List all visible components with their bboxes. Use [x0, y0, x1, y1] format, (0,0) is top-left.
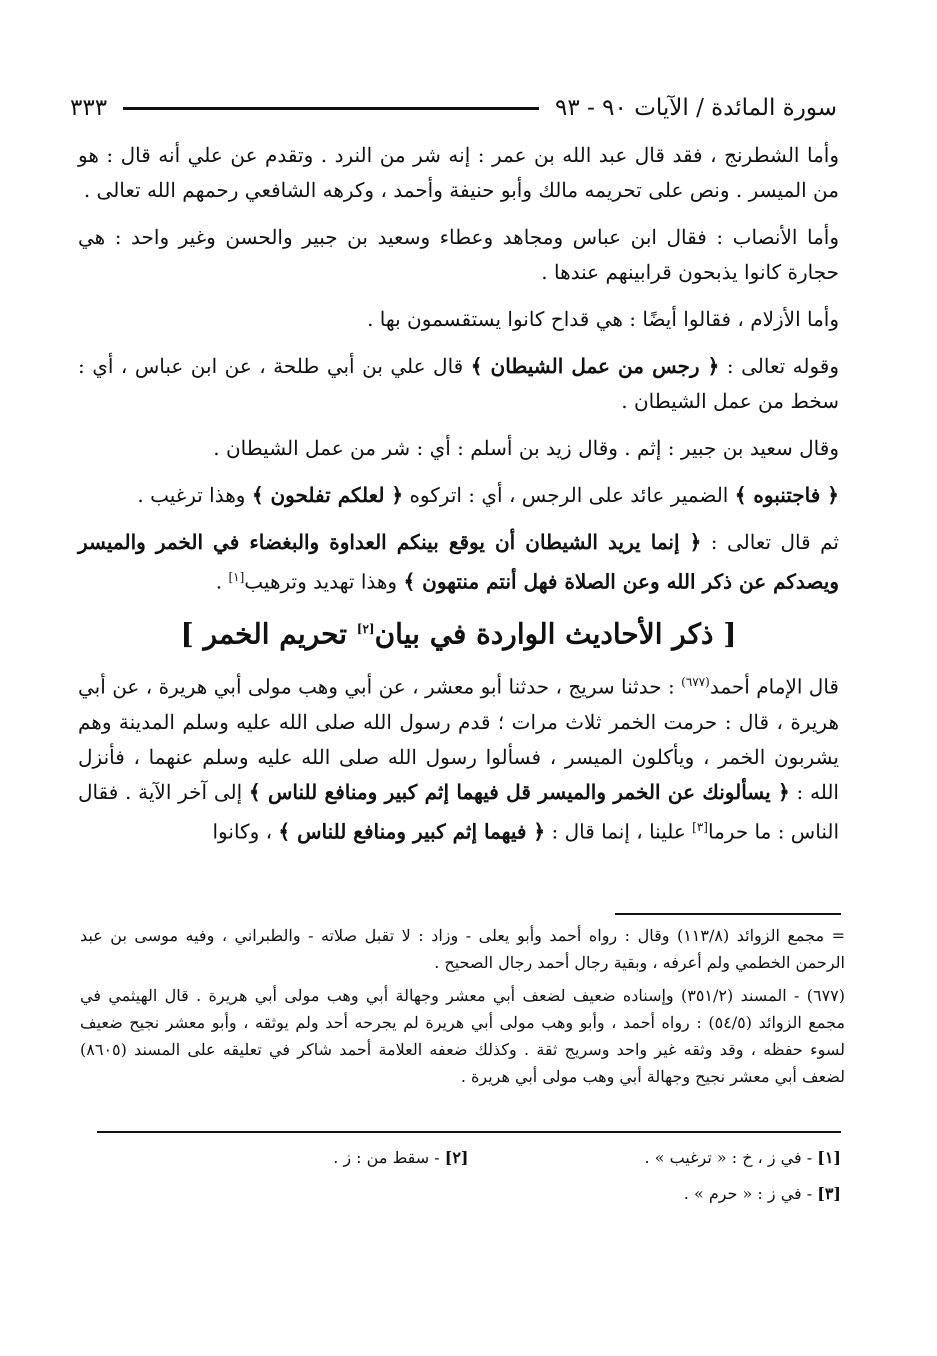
note-text: - في ز : « حرم » . — [683, 1184, 818, 1203]
text: ثم قال تعالى : — [701, 530, 839, 554]
paragraph-rijs — [78, 349, 839, 419]
footnote-divider — [615, 913, 841, 915]
editorial-row — [96, 1140, 841, 1176]
editorial-row — [96, 1176, 841, 1212]
text: الضمير عائد على الرجس ، أي : اتركوه — [403, 483, 735, 507]
paragraph-innama — [78, 525, 839, 600]
heading-text: تحريم الخمر ] — [180, 616, 357, 650]
paragraph-chess: وأما الشطرنج ، فقد قال عبد الله بن عمر : إنه شر من النرد . وتقدم عن علي أنه قال : هو من الميسر . ونص على تحريمه مالك وأبو حنيفة وأحمد ، وكرهه الشافعي رحمهم الله تعالى . — [78, 143, 839, 202]
editorial-note-1 — [469, 1140, 842, 1176]
text: وقوله تعالى : — [719, 354, 840, 378]
page-number: ٣٣٣ — [70, 95, 108, 121]
editorial-ref-3: [٣] — [692, 819, 708, 834]
editorial-ref-2: [٢] — [356, 621, 375, 636]
quran-quote: ﴿ يسألونك عن الخمر والميسر قل فيهما إثم كبير ومنافع للناس ﴾ — [248, 779, 790, 804]
section-heading — [78, 612, 839, 651]
header-rule — [123, 107, 539, 110]
main-text — [78, 138, 839, 861]
text: علينا ، إنما قال : — [545, 819, 693, 844]
text: ، وكانوا — [212, 819, 279, 844]
note-mark: [١] — [817, 1148, 841, 1167]
editorial-ref-1: [١] — [228, 570, 245, 584]
running-header — [70, 88, 837, 128]
footnote-ref-677: (٦٧٧) — [681, 674, 710, 689]
editorial-note-3 — [469, 1176, 842, 1212]
quran-quote: ﴿ رجس من عمل الشيطان ﴾ — [470, 354, 720, 378]
footnote-continuation: = مجمع الزوائد (١١٣/٨) وقال : رواه أحمد وأبو يعلى - وزاد : لا تقبل صلاته - والطبراني ، وفيه موسى بن عبد الرحمن الخطمي ولم أعرفه ، وبقية رجال أحمد رجال الصحيح . — [80, 926, 845, 972]
paragraph-hadith — [78, 665, 839, 849]
editorial-note-2 — [96, 1140, 469, 1176]
footnote-677: (٦٧٧) - المسند (٣٥١/٢) وإسناده ضعيف لضعف أبي معشر وجهالة أبي وهب مولى أبي هريرة . قال الهيثمي في مجمع الزوائد (٥٤/٥) : رواه أحمد ، وأبو وهب مولى أبي هريرة لم يجرحه أحد ولم يوثقه ، وأبو معشر نجيح ضعيف لسوء حفظه ، وقد وثقه غير واحد وسريج ثقة . وكذلك ضعفه العلامة أحمد شاكر في تعليقه على المسند (٨٦٠٥) لضعف أبي معشر نجيح وجهالة أبي وهب مولى أبي هريرة . — [80, 986, 846, 1086]
text: قال علي بن أبي طلحة ، عن ابن عباس ، أي : سخط من عمل الشيطان . — [78, 354, 839, 413]
text: . — [215, 569, 229, 594]
note-text: - في ز ، خ : « ترغيب » . — [644, 1148, 818, 1167]
editorial-notes — [96, 1140, 841, 1212]
heading-text: [ ذكر الأحاديث الواردة في بيان — [374, 616, 737, 650]
text: قال الإمام أحمد — [709, 674, 839, 699]
editorial-divider — [97, 1131, 841, 1133]
text: : حدثنا سريج ، حدثنا أبو معشر ، عن أبي وهب مولى أبي هريرة ، عن أبي هريرة ، قال : حرمت الخمر ثلاث مرات ؛ قدم رسول الله صلى الله عليه وسلم المدينة وهم يشربون الخمر ، ويأكلون الميسر ، فسألوا رسول الله صلى الله عليه وسلم عنهما ، فأنزل الله : — [78, 674, 839, 804]
paragraph-said: وقال سعيد بن جبير : إثم . وقال زيد بن أسلم : أي : شر من عمل الشيطان . — [213, 436, 839, 460]
paragraph-ansab: وأما الأنصاب : فقال ابن عباس ومجاهد وعطاء وسعيد بن جبير والحسن وغير واحد : هي حجارة كانوا يذبحون قرابينهم عندها . — [78, 225, 839, 284]
text: وهذا ترغيب . — [137, 483, 252, 507]
note-mark: [٣] — [817, 1184, 841, 1203]
paragraph-azlam: وأما الأزلام ، فقالوا أيضًا : هي قداح كانوا يستقسمون بها . — [367, 307, 839, 331]
quran-quote: ﴿ إنما يريد الشيطان أن يوقع بينكم العداوة والبغضاء في الخمر والميسر ويصدكم عن ذكر الله وعن الصلاة فهل أنتم منتهون ﴾ — [78, 530, 839, 594]
surah-title: سورة المائدة / الآيات ٩٠ - ٩٣ — [555, 95, 837, 121]
note-mark: [٢] — [444, 1148, 469, 1167]
note-text: - سقط من : ز . — [333, 1148, 445, 1167]
text: وهذا تهديد وترهيب — [244, 569, 404, 594]
text: إلى آخر الآية . فقال الناس : ما حرما — [78, 779, 839, 844]
quran-quote: ﴿ فاجتنبوه ﴾ — [734, 483, 839, 507]
quran-quote: ﴿ فيهما إثم كبير ومنافع للناس ﴾ — [278, 819, 546, 844]
paragraph-ijtanibuh — [78, 478, 839, 513]
footnotes — [80, 922, 845, 1096]
quran-quote: ﴿ لعلكم تفلحون ﴾ — [251, 483, 404, 507]
